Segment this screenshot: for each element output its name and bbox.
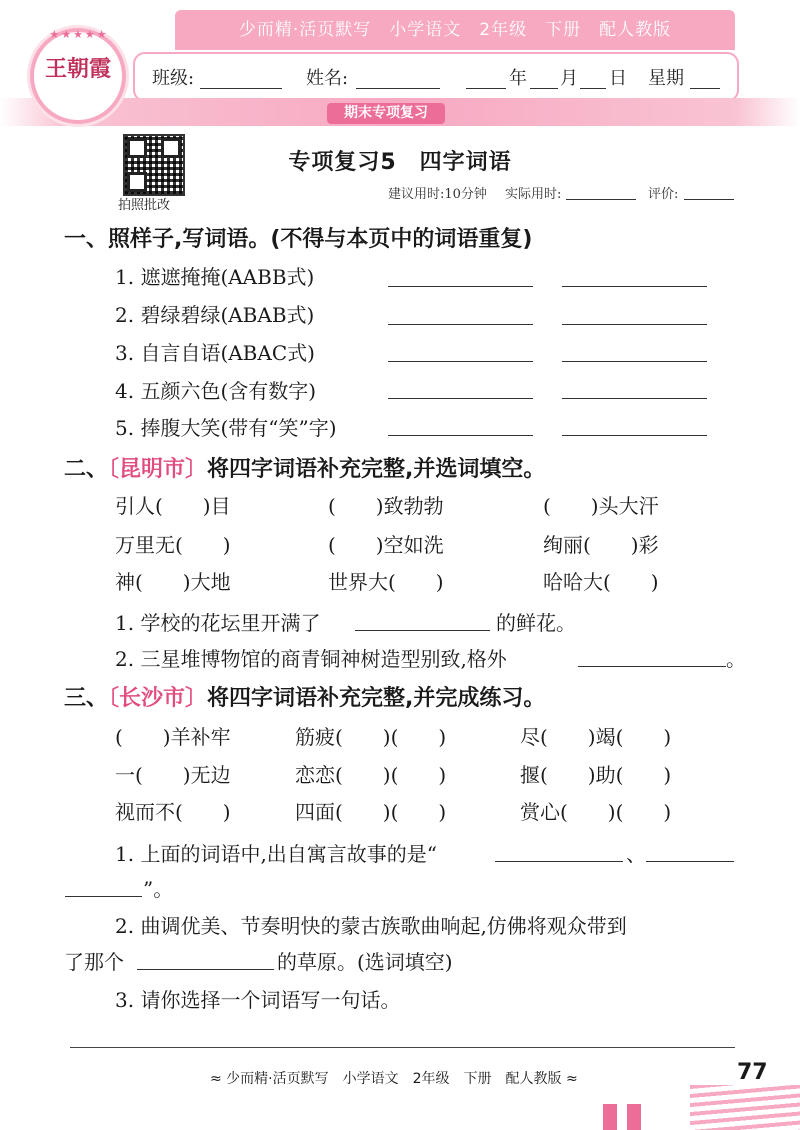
year-label: 年 xyxy=(509,68,527,89)
idiom-item: ( )羊补牢 xyxy=(115,725,231,749)
class-label: 班级: xyxy=(152,68,195,89)
qr-code-icon[interactable] xyxy=(123,134,185,196)
section2-q1-end: 的鲜花。 xyxy=(496,611,576,635)
page-title: 专项复习5 四字词语 xyxy=(288,150,512,175)
writing-line[interactable] xyxy=(70,1047,735,1048)
idiom-item: ( )头大汗 xyxy=(543,494,659,518)
answer-blank[interactable] xyxy=(388,361,533,362)
section1-item: 5. 捧腹大笑(带有“笑”字) xyxy=(115,416,337,440)
evaluation-field[interactable] xyxy=(684,199,734,200)
month-field[interactable] xyxy=(530,88,558,89)
section3-q1-text: 1. 上面的词语中,出自寓言故事的是“ xyxy=(115,842,438,866)
section2-city-tag: 〔昆明市〕 xyxy=(108,457,208,482)
answer-blank[interactable] xyxy=(646,861,734,862)
answer-blank[interactable] xyxy=(355,630,490,631)
answer-blank[interactable] xyxy=(578,666,726,667)
section1-item: 2. 碧绿碧绿(ABAB式) xyxy=(115,303,315,327)
section3-heading xyxy=(64,681,545,712)
idiom-item: 赏心( )( ) xyxy=(520,800,672,824)
section3-q1-sep: 、 xyxy=(626,842,646,866)
answer-blank[interactable] xyxy=(388,324,533,325)
answer-blank[interactable] xyxy=(137,969,274,970)
section1-item: 4. 五颜六色(含有数字) xyxy=(115,379,317,403)
month-label: 月 xyxy=(560,68,578,89)
series-title: 少而精·活页默写 小学语文 2年级 下册 配人教版 xyxy=(238,20,672,40)
actual-time-label: 实际用时: xyxy=(505,187,562,202)
answer-blank[interactable] xyxy=(562,286,707,287)
section3-q2-text: 2. 曲调优美、节奏明快的蒙古族歌曲响起,仿佛将观众带到 xyxy=(115,914,627,938)
section3-city-tag: 〔长沙市〕 xyxy=(108,686,208,711)
idiom-item: 神( )大地 xyxy=(115,570,231,594)
section2-number: 二、 xyxy=(64,457,109,482)
edge-tab xyxy=(603,1104,617,1130)
idiom-item: 揠( )助( ) xyxy=(520,763,672,787)
section1-heading: 一、照样子,写词语。(不得与本页中的词语重复) xyxy=(64,227,533,252)
section1-item: 1. 遮遮掩掩(AABB式) xyxy=(115,265,315,289)
idiom-item: 尽( )竭( ) xyxy=(520,725,672,749)
answer-blank[interactable] xyxy=(562,361,707,362)
section3-number: 三、 xyxy=(64,686,109,711)
edge-tab xyxy=(627,1104,641,1130)
idiom-item: 引人( )目 xyxy=(115,494,231,518)
answer-blank[interactable] xyxy=(388,435,533,436)
qr-label: 拍照批改 xyxy=(118,198,171,213)
idiom-item: 四面( )( ) xyxy=(295,800,447,824)
section1-item: 3. 自言自语(ABAC式) xyxy=(115,341,315,365)
idiom-item: 哈哈大( ) xyxy=(543,570,659,594)
idiom-item: 世界大( ) xyxy=(328,570,444,594)
year-field[interactable] xyxy=(466,88,506,89)
logo-stars-icon: ★★★★★ xyxy=(49,28,109,41)
weekday-label: 星期 xyxy=(648,68,684,89)
section3-q2-end: 的草原。(选词填空) xyxy=(277,950,453,974)
answer-blank[interactable] xyxy=(388,286,533,287)
logo-text: 王朝霞 xyxy=(44,56,111,82)
evaluation-label: 评价: xyxy=(648,187,679,202)
idiom-item: 筋疲( )( ) xyxy=(295,725,447,749)
section2-heading xyxy=(64,452,545,483)
idiom-item: 视而不( ) xyxy=(115,800,231,824)
corner-decoration xyxy=(690,1085,800,1130)
name-field[interactable] xyxy=(356,88,440,89)
section2-q2-text: 2. 三星堆博物馆的商青铜神树造型别致,格外 xyxy=(115,647,507,671)
section2-q1-text: 1. 学校的花坛里开满了 xyxy=(115,611,321,635)
final-review-ribbon: 期末专项复习 xyxy=(327,103,445,124)
idiom-item: 万里无( ) xyxy=(115,533,231,557)
answer-blank[interactable] xyxy=(562,324,707,325)
section3-q3-text: 3. 请你选择一个词语写一句话。 xyxy=(115,988,401,1012)
idiom-item: ( )致勃勃 xyxy=(328,494,444,518)
idiom-item: 恋恋( )( ) xyxy=(295,763,447,787)
suggested-time: 建议用时:10分钟 xyxy=(388,187,487,202)
footer-series: ≈ 少而精·活页默写 小学语文 2年级 下册 配人教版 ≈ xyxy=(210,1071,578,1087)
idiom-item: 一( )无边 xyxy=(115,763,231,787)
name-label: 姓名: xyxy=(306,68,349,89)
answer-blank[interactable] xyxy=(65,896,142,897)
idiom-item: ( )空如洗 xyxy=(328,533,444,557)
section3-title: 将四字词语补充完整,并完成练习。 xyxy=(207,686,546,711)
actual-time-field[interactable] xyxy=(566,199,636,200)
page-number: 77 xyxy=(737,1060,768,1085)
section3-q1-end: ”。 xyxy=(143,877,174,901)
section2-q2-end: 。 xyxy=(726,647,746,671)
answer-blank[interactable] xyxy=(562,435,707,436)
class-field[interactable] xyxy=(200,88,282,89)
answer-blank[interactable] xyxy=(388,398,533,399)
answer-blank[interactable] xyxy=(562,398,707,399)
idiom-item: 绚丽( )彩 xyxy=(543,533,659,557)
section2-title: 将四字词语补充完整,并选词填空。 xyxy=(207,457,546,482)
day-field[interactable] xyxy=(580,88,606,89)
answer-blank[interactable] xyxy=(495,861,623,862)
weekday-field[interactable] xyxy=(690,88,720,89)
section3-q2-start: 了那个 xyxy=(64,950,124,974)
day-label: 日 xyxy=(609,68,627,89)
